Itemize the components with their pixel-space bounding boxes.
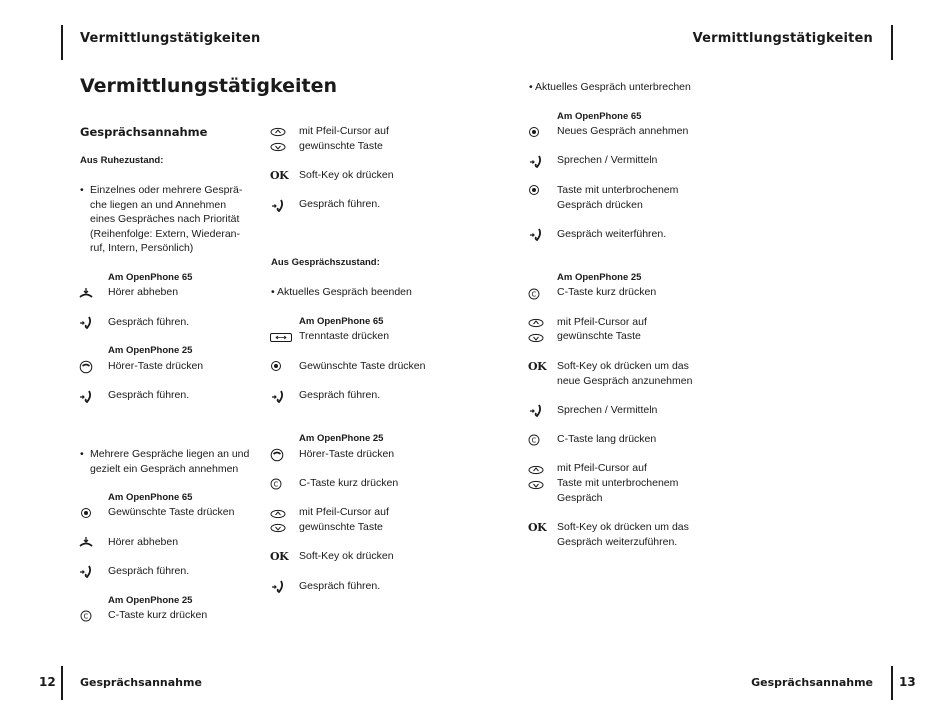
model-label: Am OpenPhone 65 bbox=[108, 492, 193, 503]
page-number-left: 12 bbox=[39, 675, 56, 689]
right-header-rule bbox=[891, 25, 893, 60]
bullet-text-line: ruf, Intern, Persönlich) bbox=[90, 242, 194, 255]
bullet-text-line: Einzelnes oder mehrere Gesprä- bbox=[90, 184, 243, 196]
step-text: C-Taste kurz drücken bbox=[108, 609, 208, 621]
line-key-icon bbox=[526, 183, 542, 197]
handset-lift-icon bbox=[78, 286, 94, 300]
left-footer-rule bbox=[61, 666, 63, 700]
step-text: Gespräch führen. bbox=[299, 389, 381, 401]
arrow-cursor-up-icon bbox=[270, 125, 286, 139]
call-talk-icon bbox=[528, 154, 544, 168]
arrow-cursor-down-icon bbox=[270, 521, 286, 535]
ok-softkey-icon: OK bbox=[528, 359, 547, 373]
step-text: Gespräch führen. bbox=[299, 198, 381, 210]
call-talk-icon bbox=[78, 315, 94, 329]
bullet-text-line: che liegen an und Annehmen bbox=[90, 198, 227, 211]
context-label-call: Aus Gesprächszustand: bbox=[271, 257, 380, 268]
right-footer-rule bbox=[891, 666, 893, 700]
step-text: Gespräch führen. bbox=[299, 580, 381, 592]
footer-label-right: Gesprächsannahme bbox=[751, 676, 873, 689]
arrow-cursor-up-icon bbox=[528, 316, 544, 330]
svg-text:C: C bbox=[531, 290, 537, 299]
call-talk-icon bbox=[78, 389, 94, 403]
arrow-cursor-up-icon bbox=[528, 463, 544, 477]
step-text: Trenntaste drücken bbox=[299, 330, 390, 342]
ok-softkey-icon: OK bbox=[270, 549, 289, 563]
call-talk-icon bbox=[528, 403, 544, 417]
call-talk-icon bbox=[78, 564, 94, 578]
model-label: Am OpenPhone 25 bbox=[108, 595, 193, 606]
bullet-marker: • bbox=[80, 184, 84, 196]
arrow-cursor-down-icon bbox=[270, 140, 286, 154]
step-text: Gespräch weiterführen. bbox=[557, 228, 667, 240]
step-text: C-Taste kurz drücken bbox=[557, 286, 657, 298]
ok-softkey-icon: OK bbox=[528, 520, 547, 534]
c-key-icon bbox=[526, 287, 542, 301]
model-label: Am OpenPhone 25 bbox=[557, 272, 642, 283]
context-label-idle: Aus Ruhezustand: bbox=[80, 155, 164, 166]
step-text: Gespräch drücken bbox=[557, 198, 643, 211]
model-label: Am OpenPhone 65 bbox=[557, 111, 642, 122]
bullet-text-line: • Aktuelles Gespräch beenden bbox=[271, 286, 412, 298]
running-header-right: Vermittlungstätigkeiten bbox=[692, 31, 873, 46]
step-text: Gewünschte Taste drücken bbox=[108, 506, 235, 518]
bullet-text-line: eines Gespräches nach Priorität bbox=[90, 213, 240, 226]
bullet-text-line: (Reihenfolge: Extern, Wiederan- bbox=[90, 227, 240, 240]
step-text: Hörer-Taste drücken bbox=[108, 360, 204, 372]
section-heading: Gesprächsannahme bbox=[80, 125, 208, 139]
step-text: Gespräch führen. bbox=[108, 316, 190, 328]
step-text: Gewünschte Taste drücken bbox=[299, 360, 426, 372]
c-key-icon bbox=[526, 433, 542, 447]
c-key-icon bbox=[78, 609, 94, 623]
bullet-marker: • bbox=[80, 448, 84, 460]
step-text: gewünschte Taste bbox=[299, 140, 383, 152]
call-talk-icon bbox=[270, 389, 286, 403]
step-text: Neues Gespräch annehmen bbox=[557, 125, 689, 137]
step-text: mit Pfeil-Cursor auf bbox=[299, 506, 389, 518]
svg-text:C: C bbox=[531, 436, 537, 445]
page-title: Vermittlungstätigkeiten bbox=[80, 75, 337, 97]
running-header-left: Vermittlungstätigkeiten bbox=[80, 31, 261, 46]
model-label: Am OpenPhone 25 bbox=[299, 433, 384, 444]
step-text: Sprechen / Vermitteln bbox=[557, 404, 658, 416]
left-header-rule bbox=[61, 25, 63, 60]
step-text: Hörer abheben bbox=[108, 286, 179, 298]
line-key-icon bbox=[78, 506, 94, 520]
svg-text:C: C bbox=[83, 612, 89, 621]
step-text: Soft-Key ok drücken bbox=[299, 550, 394, 562]
step-text: C-Taste kurz drücken bbox=[299, 477, 399, 489]
model-label: Am OpenPhone 25 bbox=[108, 345, 193, 356]
step-text: mit Pfeil-Cursor auf bbox=[557, 462, 647, 474]
step-text: Soft-Key ok drücken um das bbox=[557, 521, 689, 533]
step-text: Taste mit unterbrochenem bbox=[557, 184, 679, 196]
step-text: C-Taste lang drücken bbox=[557, 433, 657, 445]
step-text: Gespräch führen. bbox=[108, 389, 190, 401]
handset-key-icon bbox=[269, 448, 285, 462]
step-text: Soft-Key ok drücken um das bbox=[557, 360, 689, 372]
step-text: Hörer abheben bbox=[108, 536, 179, 548]
svg-text:C: C bbox=[273, 480, 279, 489]
step-text: mit Pfeil-Cursor auf bbox=[557, 316, 647, 328]
bullet-text-line: • Aktuelles Gespräch unterbrechen bbox=[529, 81, 691, 93]
call-talk-icon bbox=[270, 198, 286, 212]
step-text: gewünschte Taste bbox=[557, 330, 641, 342]
disconnect-key-icon bbox=[270, 330, 292, 344]
step-text: Gespräch führen. bbox=[108, 565, 190, 577]
step-text: Soft-Key ok drücken bbox=[299, 169, 394, 181]
step-text: Taste mit unterbrochenem bbox=[557, 477, 679, 489]
call-talk-icon bbox=[270, 579, 286, 593]
step-text: Gespräch bbox=[557, 491, 603, 504]
step-text: gewünschte Taste bbox=[299, 521, 383, 533]
line-key-icon bbox=[268, 359, 284, 373]
step-text: neue Gespräch anzunehmen bbox=[557, 374, 693, 387]
page-number-right: 13 bbox=[899, 675, 916, 689]
model-label: Am OpenPhone 65 bbox=[108, 272, 193, 283]
handset-key-icon bbox=[78, 360, 94, 374]
bullet-text-line: gezielt ein Gespräch annehmen bbox=[90, 462, 239, 475]
line-key-icon bbox=[526, 125, 542, 139]
call-talk-icon bbox=[528, 227, 544, 241]
arrow-cursor-down-icon bbox=[528, 478, 544, 492]
arrow-cursor-down-icon bbox=[528, 331, 544, 345]
c-key-icon bbox=[268, 477, 284, 491]
step-text: Sprechen / Vermitteln bbox=[557, 154, 658, 166]
step-text: Hörer-Taste drücken bbox=[299, 448, 395, 460]
arrow-cursor-up-icon bbox=[270, 507, 286, 521]
model-label: Am OpenPhone 65 bbox=[299, 316, 384, 327]
bullet-text-line: Mehrere Gespräche liegen an und bbox=[90, 448, 250, 460]
step-text: mit Pfeil-Cursor auf bbox=[299, 125, 389, 137]
ok-softkey-icon: OK bbox=[270, 168, 289, 182]
footer-label-left: Gesprächsannahme bbox=[80, 676, 202, 689]
step-text: Gespräch weiterzuführen. bbox=[557, 535, 678, 548]
handset-lift-icon bbox=[78, 535, 94, 549]
